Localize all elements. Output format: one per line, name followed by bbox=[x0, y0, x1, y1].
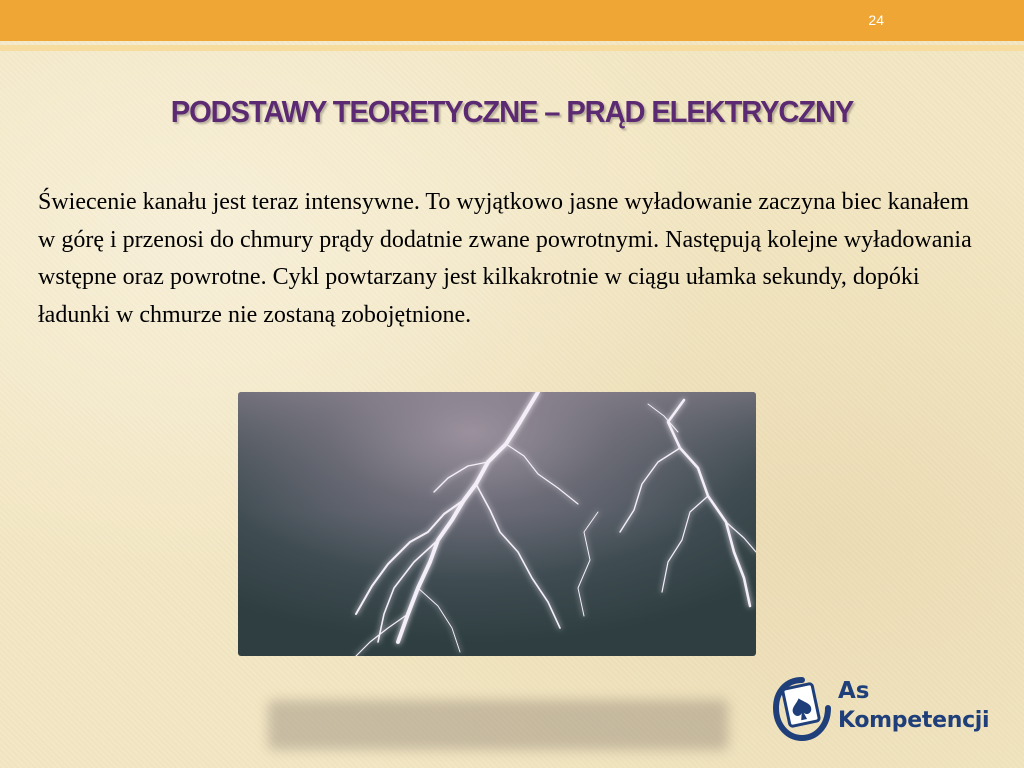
photo-reflection bbox=[268, 700, 728, 750]
logo-text-kompetencji: Kompetencji bbox=[838, 708, 990, 733]
as-kompetencji-logo bbox=[772, 674, 1002, 746]
slide-title: PODSTAWY TEORETYCZNE – PRĄD ELEKTRYCZNY bbox=[170, 94, 854, 129]
lightning-photo bbox=[238, 392, 756, 656]
top-accent-line bbox=[0, 45, 1024, 51]
logo-text-as: As bbox=[838, 678, 870, 704]
spade-card-icon bbox=[772, 674, 832, 744]
slide-body-text: Świecenie kanału jest teraz intensywne. To wyjątkowo jasne wyładowanie zaczyna biec kanałem w górę i przenosi do chmury prądy dodatnie zwane powrotnymi. Następują kolejne wyładowania wstępne oraz powrotne. Cykl powtarzany jest kilkakrotnie w ciągu ułamka sekundy, dopóki ładunki w chmurze nie zostaną zobojętnione. bbox=[38, 189, 972, 328]
slide-number: 24 bbox=[868, 12, 884, 28]
